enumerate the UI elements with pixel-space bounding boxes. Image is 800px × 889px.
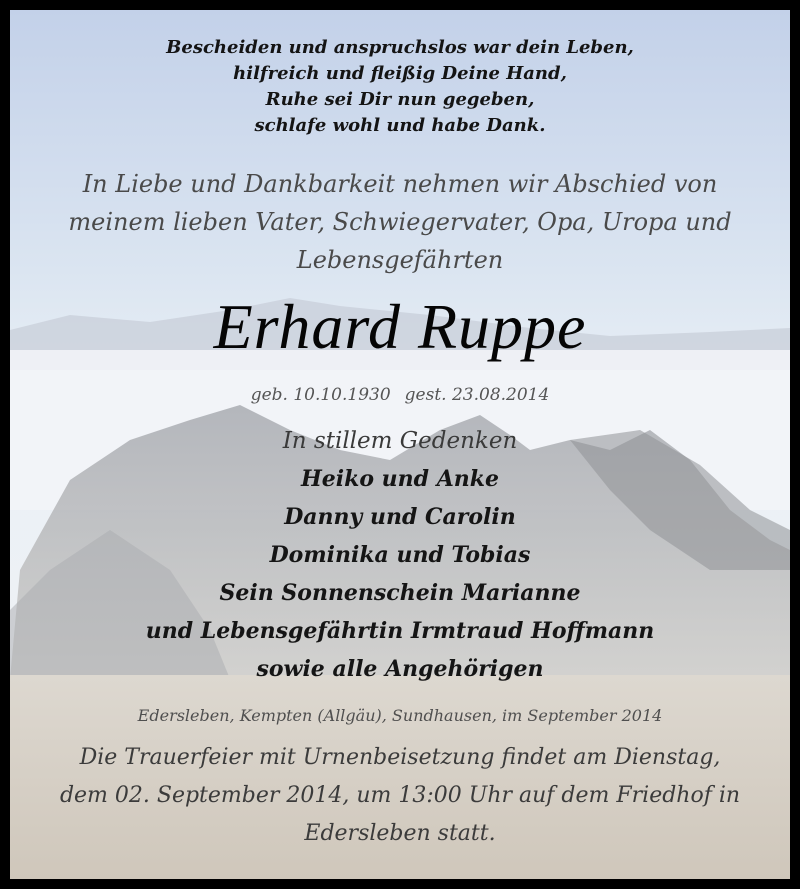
poem-line: hilfreich und fleißig Deine Hand, xyxy=(233,63,567,84)
poem-line: schlafe wohl und habe Dank. xyxy=(254,115,546,136)
in-memory-heading: In stillem Gedenken xyxy=(282,428,518,454)
intro-line: In Liebe und Dankbarkeit nehmen wir Abschied von xyxy=(82,170,718,198)
mourner: sowie alle Angehörigen xyxy=(256,656,544,682)
mourner: Danny und Carolin xyxy=(284,504,516,530)
funeral-info-line: Die Trauerfeier mit Urnenbeisetzung findet am Dienstag, xyxy=(79,745,721,770)
mourner: Heiko und Anke xyxy=(300,466,500,492)
intro-line: meinem lieben Vater, Schwiegervater, Opa, Uropa und xyxy=(68,208,732,236)
life-dates xyxy=(10,385,790,405)
mourner: Dominika und Tobias xyxy=(269,542,531,568)
obituary-text xyxy=(10,10,790,879)
deceased-name: Erhard Ruppe xyxy=(213,291,587,362)
poem-line: Ruhe sei Dir nun gegeben, xyxy=(265,89,535,110)
funeral-info-line: dem 02. September 2014, um 13:00 Uhr auf dem Friedhof in xyxy=(59,783,741,808)
place-and-date: Edersleben, Kempten (Allgäu), Sundhausen, im September 2014 xyxy=(137,706,663,725)
mourner: und Lebensgefährtin Irmtraud Hoffmann xyxy=(145,618,655,644)
intro-line: Lebensgefährten xyxy=(296,246,504,274)
funeral-info-line: Edersleben statt. xyxy=(304,821,496,846)
mourner: Sein Sonnenschein Marianne xyxy=(219,580,581,606)
birth-date: geb. 10.10.1930 xyxy=(250,385,391,405)
death-date: gest. 23.08.2014 xyxy=(404,385,550,405)
poem-line: Bescheiden und anspruchslos war dein Leben, xyxy=(166,37,634,58)
